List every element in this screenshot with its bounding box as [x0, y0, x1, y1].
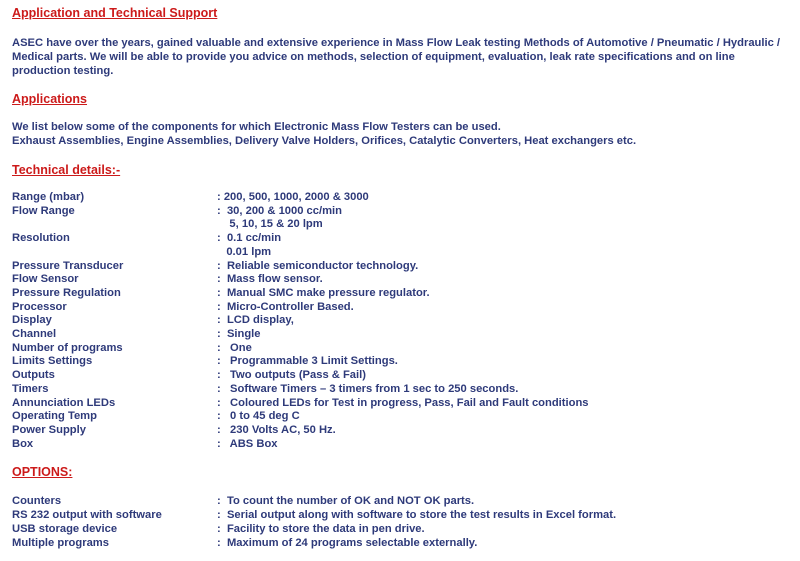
spec-value: : 0.1 cc/min — [217, 232, 282, 245]
spec-value: 0.01 lpm — [217, 245, 272, 258]
spec-label: Flow Range — [12, 204, 75, 217]
option-label: Counters — [12, 495, 62, 507]
spec-value: : One — [217, 341, 252, 354]
spec-label: Outputs — [12, 369, 55, 382]
spec-label: Number of programs — [12, 341, 123, 354]
spec-label: Range (mbar) — [12, 191, 85, 203]
option-value: : Facility to store the data in pen drive. — [217, 523, 425, 535]
applications-line-1: We list below some of the components for which Electronic Mass Flow Testers can be used. — [12, 121, 501, 133]
spec-value: : 0 to 45 deg C — [217, 410, 300, 423]
spec-value: : Coloured LEDs for Test in progress, Pass, Fail and Fault conditions — [217, 396, 589, 409]
spec-value: : Programmable 3 Limit Settings. — [217, 355, 398, 368]
spec-label: Channel — [12, 328, 57, 340]
technical-heading: Technical details:- — [12, 163, 121, 177]
option-label: Multiple programs — [12, 537, 109, 549]
applications-heading: Applications — [12, 92, 88, 106]
spec-label: Pressure Regulation — [12, 286, 121, 299]
spec-label: Box — [12, 437, 34, 450]
spec-label: Display — [12, 314, 52, 327]
spec-value: : LCD display, — [217, 314, 294, 327]
spec-value: : 30, 200 & 1000 cc/min — [217, 204, 343, 217]
spec-value: : Single — [217, 328, 261, 340]
spec-label: Timers — [12, 382, 49, 395]
options-heading: OPTIONS: — [12, 465, 73, 479]
support-paragraph: ASEC have over the years, gained valuable and extensive experience in Mass Flow Leak testing Methods of Automotive / Pneumatic / Hydraulic / Medical parts. We will be able to provide you advice on methods, selection of equipment, evaluation, leak rate specifications and on line production testing. — [12, 37, 781, 77]
spec-label: Processor — [12, 300, 67, 313]
spec-label: Resolution — [12, 232, 70, 245]
spec-label: Flow Sensor — [12, 273, 79, 286]
spec-value: : Mass flow sensor. — [217, 273, 323, 286]
spec-value: : 200, 500, 1000, 2000 & 3000 — [217, 191, 369, 203]
spec-label: Annunciation LEDs — [12, 396, 116, 409]
spec-value: : 230 Volts AC, 50 Hz. — [217, 423, 336, 436]
spec-label: Power Supply — [12, 423, 86, 436]
spec-value: : ABS Box — [217, 437, 278, 450]
spec-value: 5, 10, 15 & 20 lpm — [217, 218, 323, 231]
spec-label: Limits Settings — [12, 355, 93, 368]
option-label: RS 232 output with software — [12, 509, 162, 521]
spec-label: Operating Temp — [12, 410, 97, 423]
option-value: : To count the number of OK and NOT OK parts. — [217, 495, 475, 507]
option-value: : Maximum of 24 programs selectable externally. — [217, 537, 478, 549]
applications-line-2: Exhaust Assemblies, Engine Assemblies, Delivery Valve Holders, Orifices, Catalytic Converters, Heat exchangers etc. — [12, 135, 637, 147]
spec-value: : Reliable semiconductor technology. — [217, 259, 419, 272]
option-label: USB storage device — [12, 523, 118, 535]
support-heading: Application and Technical Support — [12, 6, 218, 20]
spec-value: : Two outputs (Pass & Fail) — [217, 369, 366, 382]
spec-value: : Manual SMC make pressure regulator. — [217, 286, 430, 299]
option-value: : Serial output along with software to store the test results in Excel format. — [217, 509, 617, 521]
spec-label: Pressure Transducer — [12, 259, 124, 272]
spec-value: : Micro-Controller Based. — [217, 300, 354, 313]
spec-value: : Software Timers – 3 timers from 1 sec to 250 seconds. — [217, 382, 519, 395]
